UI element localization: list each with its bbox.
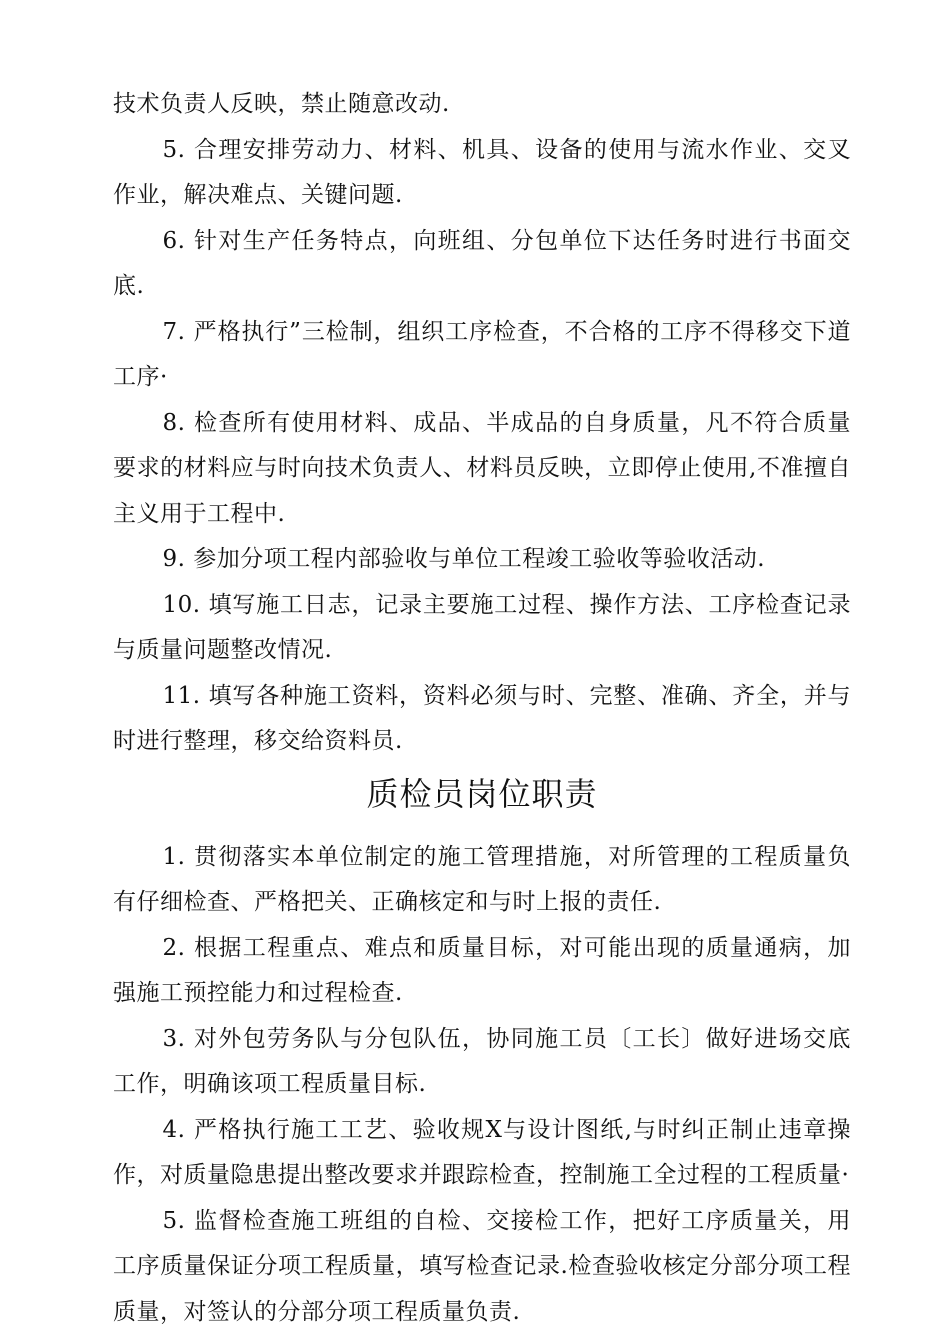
inspector-duty-item-4: 4. 严格执行施工工艺、验收规X与设计图纸,与时纠正制止违章操作，对质量隐患提出整改要求并跟踪检查，控制施工全过程的工程质量· bbox=[113, 1116, 851, 1188]
duty-item-10: 10. 填写施工日志，记录主要施工过程、操作方法、工序检查记录与质量问题整改情况. bbox=[113, 591, 851, 663]
document-page bbox=[113, 82, 851, 1335]
section-title: 质检员岗位职责 bbox=[366, 774, 598, 813]
inspector-duty-item-3: 3. 对外包劳务队与分包队伍，协同施工员〔工长〕做好进场交底工作，明确该项工程质量目标. bbox=[113, 1025, 851, 1097]
carryover-paragraph: 技术负责人反映，禁止随意改动. bbox=[113, 91, 450, 117]
duty-item-9: 9. 参加分项工程内部验收与单位工程竣工验收等验收活动. bbox=[162, 546, 766, 572]
inspector-duty-item-2: 2. 根据工程重点、难点和质量目标，对可能出现的质量通病，加强施工预控能力和过程检查. bbox=[113, 934, 851, 1006]
duty-item-8: 8. 检查所有使用材料、成品、半成品的自身质量，凡不符合质量要求的材料应与时向技术负责人、材料员反映，立即停止使用,不准擅自主义用于工程中. bbox=[113, 409, 851, 527]
duty-item-11: 11. 填写各种施工资料，资料必须与时、完整、准确、齐全，并与时进行整理，移交给资料员. bbox=[113, 682, 851, 754]
inspector-duty-item-1: 1. 贯彻落实本单位制定的施工管理措施，对所管理的工程质量负有仔细检查、严格把关、正确核定和与时上报的责任. bbox=[113, 843, 851, 915]
duty-item-5: 5. 合理安排劳动力、材料、机具、设备的使用与流水作业、交叉作业，解决难点、关键问题. bbox=[113, 136, 851, 208]
duty-item-6: 6. 针对生产任务特点，向班组、分包单位下达任务时进行书面交底. bbox=[113, 227, 851, 299]
inspector-duty-item-5: 5. 监督检查施工班组的自检、交接检工作，把好工序质量关，用工序质量保证分项工程质量，填写检查记录.检查验收核定分部分项工程质量，对签认的分部分项工程质量负责. bbox=[113, 1207, 851, 1325]
duty-item-7: 7. 严格执行”三检制，组织工序检查，不合格的工序不得移交下道工序· bbox=[113, 318, 851, 390]
